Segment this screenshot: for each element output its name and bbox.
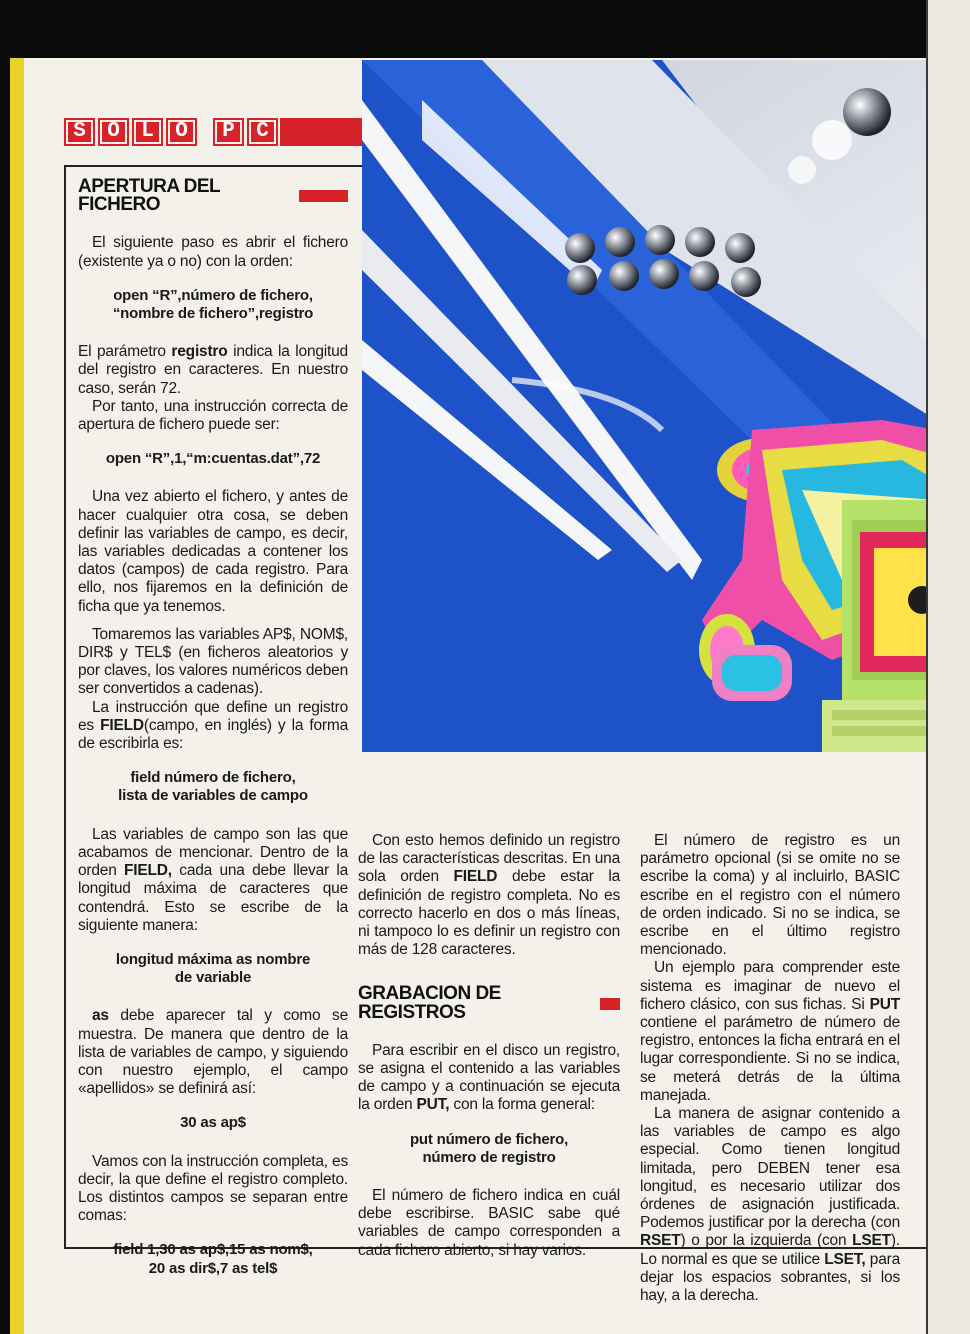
text-run: Para escribir en el disco un registro, se asigna el contenido a las variables de campo y a continuación se ejecuta la orden [358,1041,620,1114]
code-longitud [78,951,348,987]
text-run: debe aparecer tal y como se muestra. De manera que dentro de la lista de variables de campo, y siguiendo con nuestro ejemplo, el campo «apellidos» se definirá así: [78,1007,348,1098]
paragraph [640,1105,900,1305]
text-run: con la forma general: [449,1096,595,1114]
paragraph: Una vez abierto el fichero, y antes de hacer cualquier otra cosa, se deben definir las variables de campo, es decir, las variables dedicadas a contener los datos (campos) de cada registro. Para ello, nos fijaremos en la definición de ficha que ya tenemos. [78,488,348,615]
text-column-3 [640,832,900,1315]
binding-spine [10,58,24,1334]
code-line: field 1,30 as ap$,15 as nom$, [113,1241,313,1259]
paragraph: El siguiente paso es abrir el fichero (existente ya o no) con la orden: [78,234,348,270]
bold-term: FIELD [100,716,144,734]
frame-line-top [64,165,364,167]
bold-term: PUT [869,995,900,1013]
text-run: Las variables de campo son las que acabamos de mencionar. Dentro de la orden [78,825,348,880]
code-open-example: open “R”,1,“m:cuentas.dat”,72 [105,450,321,468]
text-run: cada una debe llevar la longitud máxima de caracteres que contendrá. Esto se escribe de la siguiente manera: [78,862,348,934]
code-line: “nombre de fichero”,registro [112,305,314,323]
text-run: debe estar la definición de registro completa. No es correcto hacerlo en dos o más líneas, ni tampoco lo es definir un registro con más de 128 caracteres. [358,868,620,959]
adjacent-page-edge [926,0,970,1334]
logo-letter: L [132,118,163,146]
header-red-bar [280,118,362,146]
paragraph: Tomaremos las variables AP$, NOM$, DIR$ y TEL$ (en ficheros aleatorios y por claves, los valores numéricos deben ser convertidos a cadenas). [78,625,348,698]
text-run: La instrucción que define un registro es [78,698,348,734]
text-run: para dejar los espacios sobrantes, si los hay, a la derecha. [640,1250,900,1305]
text-run: El parámetro [78,343,172,361]
paragraph: Vamos con la instrucción completa, es decir, la que define el registro completo. Los distintos campos se separan entre comas: [78,1152,348,1225]
bold-term: LSET, [824,1250,866,1268]
code-put [358,1131,620,1167]
code-field-complete [78,1241,348,1277]
section-heading-grabacion [358,985,620,1021]
bold-term: LSET [852,1232,891,1250]
bold-term: as [92,1007,109,1025]
section-heading-apertura [78,178,348,214]
code-field [78,769,348,805]
text-run: ) o por la izquierda (con [680,1232,853,1250]
heading-text: GRABACION DE REGISTROS [358,983,501,1023]
paragraph [78,1007,348,1098]
logo-letter: O [166,118,197,146]
logo-letter: O [98,118,129,146]
bold-term: FIELD, [124,862,172,880]
heading-red-marker [299,190,348,202]
paragraph [78,343,348,398]
heading-text: APERTURA DEL FICHERO [78,176,220,216]
logo-letter: P [213,118,244,146]
paragraph [78,699,348,754]
paragraph [358,832,620,959]
bold-term: registro [171,343,228,361]
code-open [78,287,348,323]
paragraph: El número de fichero indica en cuál debe escribirse. BASIC sabe qué variables de campo corresponden a cada fichero abierto, si hay varios. [358,1187,620,1259]
text-run: Con esto hemos definido un registro de las características descritas. En una sola orden [358,832,620,886]
text-column-1 [78,178,348,1298]
bold-term: PUT, [416,1096,450,1114]
paragraph [640,959,900,1105]
text-run: indica la longitud del registro en caracteres. En nuestro caso, serán 72. [78,343,348,397]
computer-illustration [362,60,936,752]
paragraph: El número de registro es un parámetro opcional (si se omite no se escribe la coma) y al incluirlo, BASIC escribe en el registro con el número de orden indicado. Si no se indica, se escribe en el último registro mencionado. [640,832,900,959]
code-line: número de registro [422,1148,556,1166]
solo-pcw-logo [64,118,312,146]
paragraph [358,1042,620,1115]
code-line: de variable [174,969,252,987]
text-run: contiene el parámetro de número de registro, entonces la ficha entrará en el lugar correspondiente. Si no se indica, se meterá detrás de la última manejada. [640,1014,900,1104]
heading-red-marker [600,998,620,1010]
code-line: put número de fichero, [409,1130,569,1148]
frame-line-left [64,165,66,1249]
code-line: lista de variables de campo [118,787,308,805]
text-run: (campo, en inglés) y la forma de escribirla es: [78,716,348,753]
bold-term: FIELD [453,868,498,886]
code-line: longitud máxima as nombre [115,950,311,968]
logo-letter: S [64,118,95,146]
code-line: 20 as dir$,7 as tel$ [148,1259,278,1277]
code-ap: 30 as ap$ [180,1114,246,1132]
code-line: field número de fichero, [130,769,296,787]
code-line: open “R”,número de fichero, [113,286,313,304]
text-run: Un ejemplo para comprender este sistema es imaginar de nuevo el fichero clásico, con sus fichas. Si [640,959,900,1013]
paragraph: Por tanto, una instrucción correcta de apertura de fichero puede ser: [78,397,348,434]
text-run: ). Lo normal es que se utilice [640,1232,900,1268]
text-run: La manera de asignar contenido a las variables de campo es algo especial. Como tienen longitud limitada, pero DEBEN tener esa longitud, es necesario utilizar dos órdenes de asignación justificada. Podemos justificar por la derecha (con [640,1105,900,1232]
paragraph [78,826,348,935]
magazine-page [10,58,940,1334]
text-column-2 [358,832,620,1270]
logo-letter: C [247,118,278,146]
bold-term: RSET [640,1232,681,1250]
